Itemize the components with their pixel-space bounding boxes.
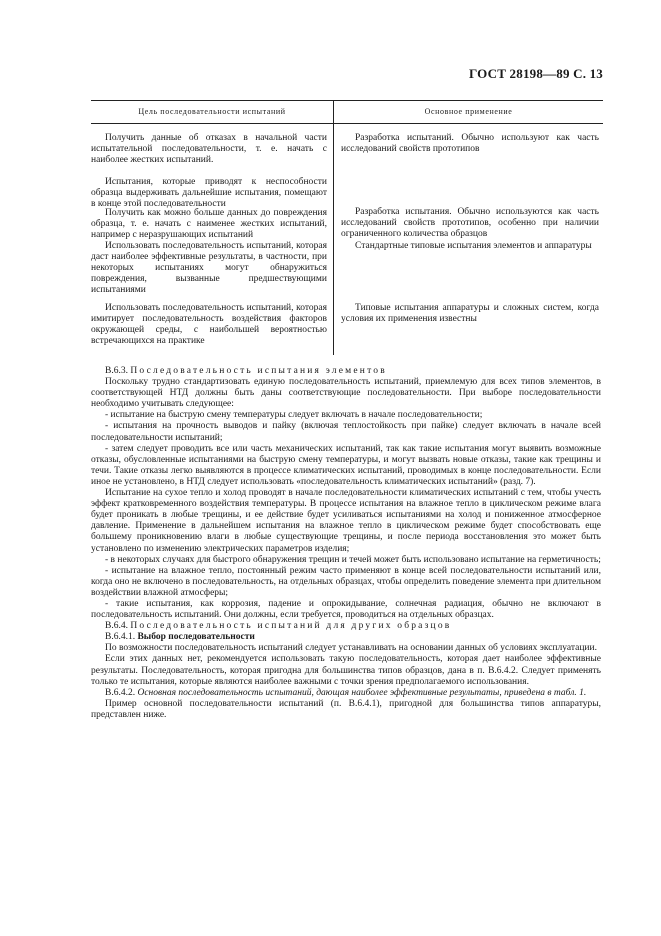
page-header: ГОСТ 28198—89 С. 13 xyxy=(469,66,603,81)
table-cell-purpose: Испытания, которые приводят к неспособности образца выдерживать дальнейшие испытания, помещают в конце этой последовательности xyxy=(91,177,327,210)
paragraph: Пример основной последовательности испытаний (п. В.6.4.1), пригодной для большинства типов аппаратуры, представлен ниже. xyxy=(91,698,601,720)
list-item: - затем следует проводить все или часть механических испытаний, так как такие испытания могут выявить возможные отказы, обусловленные испытаниями на быструю смену температуры, и могут вызвать новые отказы, такие как трещины и течи. Такие отказы легко выявляются в процессе климатических испытаний, проводимых в конце последовательности. Если иное не установлено, в НТД следует использовать «последовательность климатических испытаний» (разд. 7). xyxy=(91,443,601,487)
table-cell-purpose: Использовать последовательность испытаний, которая имитирует последовательность воздействия факторов окружающей среды, с наибольшей вероятностью встречающихся на практике xyxy=(91,303,327,347)
subsection-heading: В.6.4.1. Выбор последовательности xyxy=(105,632,255,643)
table-cell-application: Стандартные типовые испытания элементов и аппаратуры xyxy=(355,241,592,251)
table-cell-purpose: Получить как можно больше данных до повреждения образца, т. е. начать с наименее жестких испытаний, например с неразрушающих испытаний xyxy=(91,208,327,241)
section-heading: В.6.3. Последовательность испытания элементов xyxy=(105,366,387,376)
list-item: - такие испытания, как коррозия, падение и опрокидывание, солнечная радиация, обычно не включают в последовательность испытаний. Они должны, если требуется, проводиться на отдельных образцах. xyxy=(91,598,601,621)
table-cell-purpose: Использовать последовательность испытаний, которая даст наиболее эффективные результаты, в частности, при некоторых испытаниях могут обнаружиться повреждения, вызванные предшествующими испытаниями xyxy=(91,241,327,296)
paragraph: Если этих данных нет, рекомендуется использовать такую последовательность, которая дает наиболее эффективные результаты. Последовательность, которая пригодна для большинства типов образцов, дана в п. В.6.4.2. Следует применять только те испытания, которые являются наиболее важными с точки зрения предполагаемого использования. xyxy=(91,654,601,687)
paragraph: По возможности последовательность испытаний следует устанавливать на основании данных об условиях эксплуатации. xyxy=(105,643,597,654)
test-sequence-table xyxy=(91,100,603,355)
section-heading: В.6.4. Последовательность испытаний для других образцов xyxy=(105,621,452,632)
subsection-text: В.6.4.2. Основная последовательность испытаний, дающая наиболее эффективные результаты, приведена в табл. 1. xyxy=(105,687,587,698)
list-item: - в некоторых случаях для быстрого обнаружения трещин и течей может быть использовано испытание на герметичность; xyxy=(105,554,601,565)
table-cell-application: Типовые испытания аппаратуры и сложных систем, когда условия их применения известны xyxy=(341,303,599,325)
paragraph: Поскольку трудно стандартизовать единую последовательность испытаний, приемлемую для всех типов элементов, в соответствующей НТД должны быть даны соответствующие последовательности. При выборе последовательности необходимо учитывать следующее: xyxy=(91,377,601,410)
table-header-rule xyxy=(91,123,603,124)
table-column-divider xyxy=(333,100,334,355)
table-cell-purpose: Получить данные об отказах в начальной части испытательной последовательности, т. е. начать с наиболее жестких испытаний. xyxy=(91,133,327,166)
table-header-application: Основное применение xyxy=(424,107,513,116)
table-cell-application: Разработка испытаний. Обычно используют как часть исследований свойств прототипов xyxy=(341,133,599,155)
document-body xyxy=(91,366,601,721)
paragraph: Испытание на сухое тепло и холод проводят в начале последовательности климатических испытаний с тем, чтобы учесть эффект кратковременного воздействия температуры. В процессе испытания на влажное тепло в циклическом режиме влага будет проникать в любые трещины, и ее действие будет усиливаться испытаниями на холод и пониженное атмосферное давление. Применение в дальнейшем испытания на влажное тепло в циклическом режиме будет способствовать еще большему проникновению влаги в любые существующие трещины, и после периода восстановления это может быть установлено по изменению электрических параметров изделия; xyxy=(91,488,601,554)
table-header-purpose: Цель последовательности испытаний xyxy=(138,107,286,116)
list-item: - испытания на прочность выводов и пайку (включая теплостойкость при пайке) следует включать в начале всей последовательности испытаний; xyxy=(91,421,601,443)
list-item: - испытание на быструю смену температуры следует включать в начале последовательности; xyxy=(105,410,483,421)
table-cell-application: Разработка испытания. Обычно используются как часть исследований свойств прототипов, особенно при наличии ограниченного количества образцов xyxy=(341,207,599,240)
table-top-rule xyxy=(91,100,603,101)
list-item: - испытание на влажное тепло, постоянный режим часто применяют в конце всей последовательности испытаний или, когда оно не включено в последовательность, на отдельных образцах, чтобы определить поведение элемента при длительном воздействии влажной атмосферы; xyxy=(91,565,601,598)
